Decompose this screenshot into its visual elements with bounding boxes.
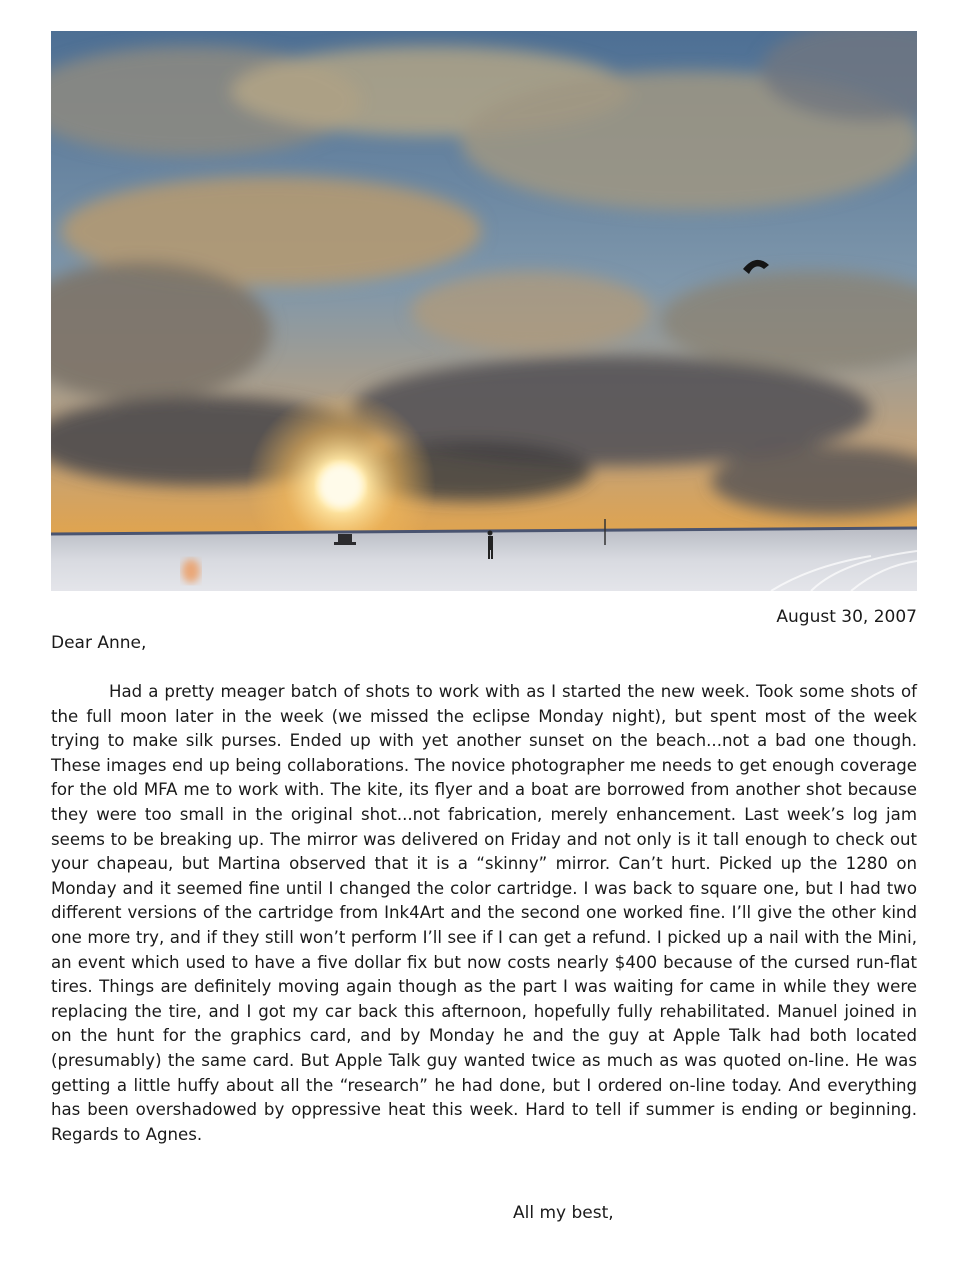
sun <box>319 464 363 508</box>
letter-body: Had a pretty meager batch of shots to work with as I started the new week. Took some shots of the full moon later in the week (we missed the eclipse Monday night), but spent most of the week trying to make silk purses. Ended up with yet another sunset on the beach...not a bad one though. These images end up being collaborations. The novice photographer me needs to get enough coverage for the old MFA me to work with. The kite, its flyer and a boat are borrowed from another shot because they were too small in the original shot...not fabrication, merely enhancement. Last week’s log jam seems to be breaking up. The mirror was delivered on Friday and not only is it tall enough to check out your chapeau, but Martina observed that it is a “skinny” mirror. Can’t hurt. Picked up the 1280 on Monday and it seemed fine until I changed the color cartridge. I was back to square one, but I had two different versions of the cartridge from Ink4Art and the second one worked fine. I’ll give the other kind one more try, and if they still won’t perform I’ll see if I can get a refund. I picked up a nail with the Mini, an event which used to have a five dollar fix but now costs nearly $400 because of the cursed run-flat tires. Things are definitely moving again though as the part I was waiting for came in while they were replacing the tire, and I got my car back this afternoon, hopefully fully rehabilitated. Manuel joined in on the hunt for the graphics card, and by Monday he and the guy at Apple Talk had both located (presumably) the same card. But Apple Talk guy wanted twice as much as was quoted on-line. He was getting a little huffy about all the “research” he had done, but I ordered on-line today. And everything has been overshadowed by oppressive heat this week. Hard to tell if summer is ending or beginning. Regards to Agnes. <box>51 682 917 1144</box>
closing: All my best, <box>513 1203 614 1223</box>
salutation: Dear Anne, <box>51 633 147 653</box>
lens-flare <box>182 559 200 583</box>
letter-date: August 30, 2007 <box>776 607 917 627</box>
beach-sunset-photo <box>51 31 917 591</box>
sunset-illustration <box>51 31 917 591</box>
